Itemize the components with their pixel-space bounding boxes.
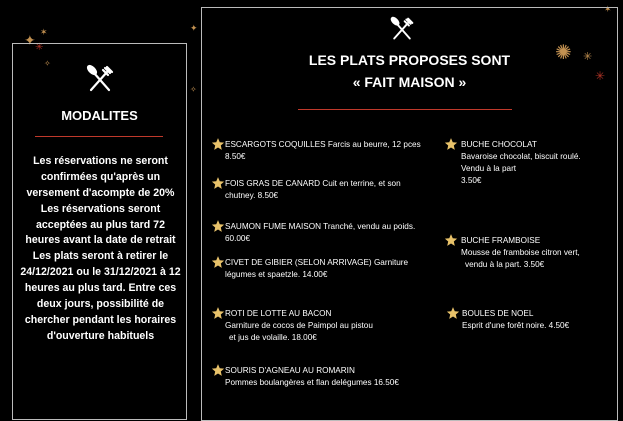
modalites-paragraph: Les réservations seront acceptées au plus tard 72 heures avant la date de retrait — [25, 202, 176, 247]
item-desc: Farcis au beurre, 12 pces 8.50€ — [225, 140, 421, 161]
title-divider — [35, 136, 163, 137]
item-desc: Pommes boulangères et flan delégumes 16.50€ — [225, 377, 399, 387]
star-icon — [211, 306, 225, 320]
menu-item — [211, 178, 426, 202]
star-icon — [211, 363, 225, 377]
item-desc: Mousse de framboise citron vert, — [461, 247, 580, 257]
modalites-paragraph: Les réservations ne seront confirmées qu'après un versement d'acompte de 20% — [26, 155, 175, 199]
item-desc: Garniture de cocos de Paimpol au pistou — [225, 320, 373, 330]
cutlery-icon — [389, 16, 415, 42]
item-desc: Garniture légumes et spaetzle. 14.00€ — [225, 258, 409, 279]
sparkle-icon: ✳ — [35, 42, 44, 53]
sparkle-icon: ✧ — [190, 85, 197, 94]
modalites-paragraph: Les plats seront à retirer le 24/12/2021 ou le 31/12/2021 à 12 heures au plus tard. Entre ces deux jours, possibilité de chercher pendant les horaires d'ouverture habituels — [20, 250, 181, 342]
menu-item — [211, 257, 436, 281]
menu-title-line2: « FAIT MAISON » — [352, 74, 467, 90]
item-name: SOURIS D'AGNEAU AU ROMARIN — [225, 366, 355, 375]
modalites-title: MODALITES — [61, 108, 138, 123]
item-desc: Bavaroise chocolat, biscuit roulé. — [461, 151, 581, 161]
star-icon — [211, 137, 225, 151]
cutlery-icon — [85, 64, 115, 94]
item-desc: vendu à la part. 3.50€ — [465, 259, 545, 269]
sparkle-icon: ✳ — [583, 51, 593, 63]
item-name: ROTI DE LOTTE AU BACON — [225, 309, 332, 318]
sparkle-icon: ✧ — [44, 59, 51, 68]
item-desc: et jus de volaille. 18.00€ — [229, 332, 317, 342]
menu-item — [444, 139, 614, 187]
modalites-panel — [12, 43, 187, 420]
star-icon — [211, 255, 225, 269]
star-icon — [446, 306, 460, 320]
star-icon — [444, 233, 458, 247]
item-name: BUCHE FRAMBOISE — [461, 236, 541, 245]
item-name: SAUMON FUME MAISON — [225, 222, 321, 231]
item-name: ESCARGOTS COQUILLES — [225, 140, 326, 149]
menu-panel — [201, 4, 618, 421]
item-name: BUCHE CHOCOLAT — [461, 140, 537, 149]
menu-item — [446, 308, 616, 332]
menu-title-line1: LES PLATS PROPOSES SONT — [308, 52, 511, 68]
sparkle-icon: ✶ — [604, 4, 612, 14]
menu-item — [211, 139, 426, 163]
item-name: FOIS GRAS DE CANARD — [225, 179, 321, 188]
menu-item — [211, 221, 426, 245]
sparkle-icon: ✺ — [555, 42, 572, 64]
star-icon — [211, 176, 225, 190]
menu-item — [211, 308, 436, 344]
menu-item — [444, 235, 616, 271]
item-name: CIVET DE GIBIER (SELON ARRIVAGE) — [225, 258, 372, 267]
modalites-text — [19, 154, 182, 345]
sparkle-icon: ✳ — [595, 69, 606, 83]
item-desc: 3.50€ — [461, 175, 482, 185]
sparkle-icon: ✶ — [40, 27, 48, 37]
item-name: BOULES DE NOEL — [462, 309, 534, 318]
star-icon — [444, 137, 458, 151]
sparkle-icon: ✦ — [190, 23, 198, 33]
star-icon — [211, 219, 225, 233]
title-divider — [298, 109, 512, 110]
item-desc: Cuit en terrine, et son chutney. 8.50€ — [225, 179, 401, 200]
menu-item — [211, 365, 436, 389]
item-desc: Vendu à la part — [461, 163, 517, 173]
item-desc: Tranché, vendu au poids. 60.00€ — [225, 222, 416, 243]
sparkle-icon: ✦ — [24, 32, 36, 48]
item-desc: Esprit d'une forêt noire. 4.50€ — [462, 320, 570, 330]
